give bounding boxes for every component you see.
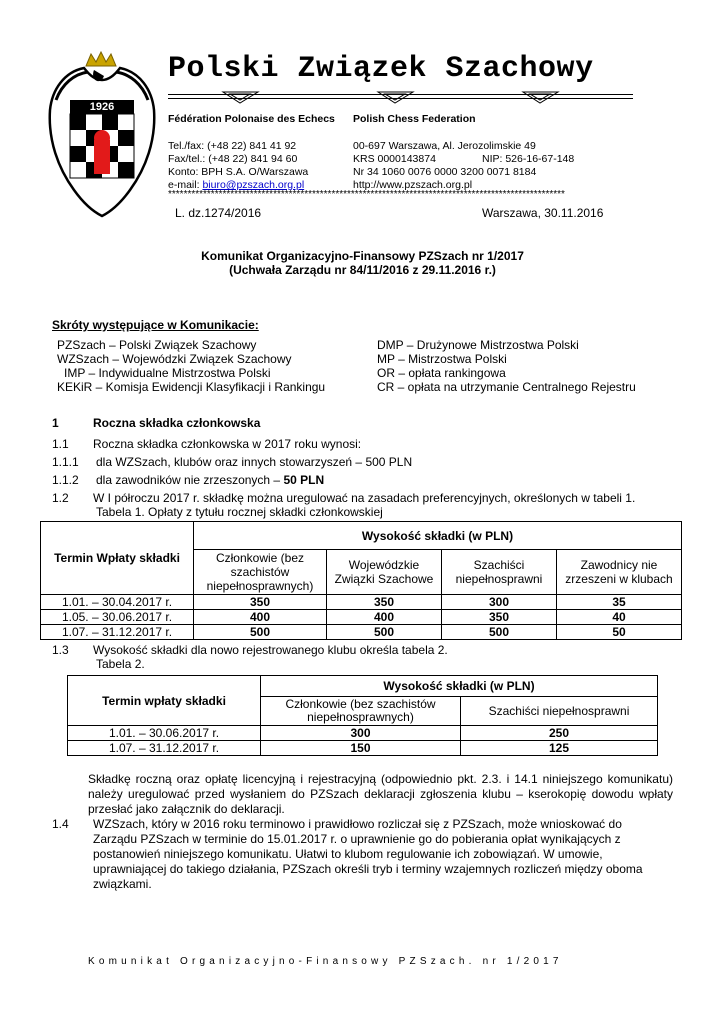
abbrev-right-4: CR – opłata na utrzymanie Centralnego Rejestru: [377, 380, 636, 394]
page-footer: Komunikat Organizacyjno-Finansowy PZSzach. nr 1/2017: [88, 956, 563, 967]
table2-cell: 1.01. – 30.06.2017 r.: [68, 726, 261, 741]
place-date: Warszawa, 30.11.2016: [482, 206, 604, 220]
abbrev-left-1: PZSzach – Polski Związek Szachowy: [57, 338, 257, 352]
nip: NIP: 526-16-67-148: [482, 153, 575, 165]
table2-cell: 250: [461, 726, 658, 741]
fee-table-2: [67, 675, 658, 756]
p13-num: 1.3: [52, 643, 69, 657]
table-row: [41, 610, 682, 625]
table1-cell: 500: [442, 625, 557, 640]
p111-text: dla WZSzach, klubów oraz innych stowarzyszeń – 500 PLN: [96, 455, 413, 469]
table-row: [68, 726, 658, 741]
email-label: e-mail:: [168, 179, 203, 191]
abbrev-left-4: KEKiR – Komisja Ewidencji Klasyfikacji i Rankingu: [57, 380, 326, 394]
abbrev-left-3: IMP – Indywidualne Mistrzostwa Polski: [64, 366, 271, 380]
table1-col-term: Termin Wpłaty składki: [41, 522, 194, 595]
p13-text: Wysokość składki dla nowo rejestrowanego klubu określa tabela 2.: [93, 643, 448, 657]
p112-label: dla zawodników nie zrzeszonych –: [96, 473, 284, 487]
logo-svg: [44, 50, 164, 220]
table1-cell: 350: [327, 595, 442, 610]
french-name: Fédération Polonaise des Echecs: [168, 113, 335, 125]
subject-line2: (Uchwała Zarządu nr 84/11/2016 z 29.11.2016 r.): [229, 263, 496, 277]
table1-cell: 350: [194, 595, 327, 610]
section-title: Roczna składka członkowska: [93, 416, 261, 430]
fee-table-1: [40, 521, 682, 640]
table1-cell: 400: [327, 610, 442, 625]
p112-amount: 50 PLN: [283, 473, 325, 487]
logo-year: 1926: [89, 101, 115, 113]
table1-cell: 40: [557, 610, 682, 625]
table1-cell: 500: [327, 625, 442, 640]
table1-col-members: Członkowie (bez szachistów niepełnosprawnych): [194, 550, 327, 595]
section-number: 1: [52, 416, 59, 430]
table1-cell: 400: [194, 610, 327, 625]
table1-cell: 35: [557, 595, 682, 610]
p112-num: 1.1.2: [52, 473, 79, 487]
table2-caption: Tabela 2.: [96, 657, 145, 671]
p11-num: 1.1: [52, 437, 69, 451]
english-name: Polish Chess Federation: [353, 113, 476, 125]
p14-text: WZSzach, który w 2016 roku terminowo i prawidłowo rozliczał się z PZSzach, może wnioskować do Zarządu PZSzach w terminie do 15.01.2017 r. o uprawnienie go do pobierania opłat wynikających z postanowień niniejszego komunikatu. Ułatwi to klubom regulowanie ich zobowiązań. W umowie, uprawniającej do takiego działania, PZSzach określi tryb i terminy wzajemnych rozliczeń między oboma związkami.: [93, 817, 643, 891]
table1-cell: 1.07. – 31.12.2017 r.: [41, 625, 194, 640]
abbrev-right-3: OR – opłata rankingowa: [377, 366, 506, 380]
org-title: Polski Związek Szachowy: [168, 52, 594, 86]
krs: KRS 0000143874: [353, 153, 436, 165]
divider-markers: [168, 88, 633, 106]
p12-num: 1.2: [52, 491, 69, 505]
star-separator: ******************************************************************************************************: [168, 189, 565, 200]
table2-col-members: Członkowie (bez szachistów niepełnosprawnych): [261, 697, 461, 726]
table1-caption: Tabela 1. Opłaty z tytułu rocznej składki członkowskiej: [96, 505, 383, 519]
table-row: [41, 625, 682, 640]
table1-cell: 350: [442, 610, 557, 625]
table1-cell: 50: [557, 625, 682, 640]
table1-cell: 300: [442, 595, 557, 610]
table2-cell: 1.07. – 31.12.2017 r.: [68, 741, 261, 756]
p112-text: [96, 473, 324, 487]
abbrev-right-2: MP – Mistrzostwa Polski: [377, 352, 507, 366]
table1-group-header: Wysokość składki (w PLN): [194, 522, 682, 550]
p111-num: 1.1.1: [52, 455, 79, 469]
p12-text: W I półroczu 2017 r. składkę można uregulować na zasadach preferencyjnych, określonych w tabeli 1.: [93, 491, 636, 505]
table-row: [41, 595, 682, 610]
table1-col-unaffiliated: Zawodnicy nie zrzeszeni w klubach: [557, 550, 682, 595]
table2-group-header: Wysokość składki (w PLN): [261, 676, 658, 697]
table2-cell: 125: [461, 741, 658, 756]
p11-text: Roczna składka członkowska w 2017 roku wynosi:: [93, 437, 362, 451]
table1-cell: 1.05. – 30.06.2017 r.: [41, 610, 194, 625]
tel: Tel./fax: (+48 22) 841 41 92: [168, 140, 297, 152]
table1-cell: 500: [194, 625, 327, 640]
bank-account: Nr 34 1060 0076 0000 3200 0071 8184: [353, 166, 537, 178]
fax: Fax/tel.: (+48 22) 841 94 60: [168, 153, 298, 165]
bank-branch: Konto: BPH S.A. O/Warszawa: [168, 166, 309, 178]
reference-number: L. dz.1274/2016: [175, 206, 262, 220]
address: 00-697 Warszawa, Al. Jerozolimskie 49: [353, 140, 536, 152]
table1-col-wzs: Wojewódzkie Związki Szachowe: [327, 550, 442, 595]
table2-cell: 150: [261, 741, 461, 756]
table2-cell: 300: [261, 726, 461, 741]
p14-num: 1.4: [52, 817, 69, 831]
email-link[interactable]: biuro@pzszach.org.pl: [202, 179, 305, 191]
abbrev-right-1: DMP – Drużynowe Mistrzostwa Polski: [377, 338, 579, 352]
table2-col-disabled: Szachiści niepełnosprawni: [461, 697, 658, 726]
website: http://www.pzszach.org.pl: [353, 179, 473, 191]
table1-col-disabled: Szachiści niepełnosprawni: [442, 550, 557, 595]
table2-col-term: Termin wpłaty składki: [68, 676, 261, 726]
table-row: [68, 741, 658, 756]
subject-line1: Komunikat Organizacyjno-Finansowy PZSzach nr 1/2017: [201, 249, 524, 263]
paragraph-fees: Składkę roczną oraz opłatę licencyjną i rejestracyjną (odpowiednio pkt. 2.3. i 14.1 niniejszego komunikatu) należy uregulować przed wysłaniem do PZSzach deklaracji zgłoszenia klubu – kserokopię dowodu wpłaty przesłać jako załącznik do deklaracji.: [88, 772, 673, 816]
abbrev-heading: Skróty występujące w Komunikacie:: [52, 318, 259, 332]
pzszach-logo: [44, 50, 164, 220]
abbrev-left-2: WZSzach – Wojewódzki Związek Szachowy: [57, 352, 292, 366]
table1-cell: 1.01. – 30.04.2017 r.: [41, 595, 194, 610]
